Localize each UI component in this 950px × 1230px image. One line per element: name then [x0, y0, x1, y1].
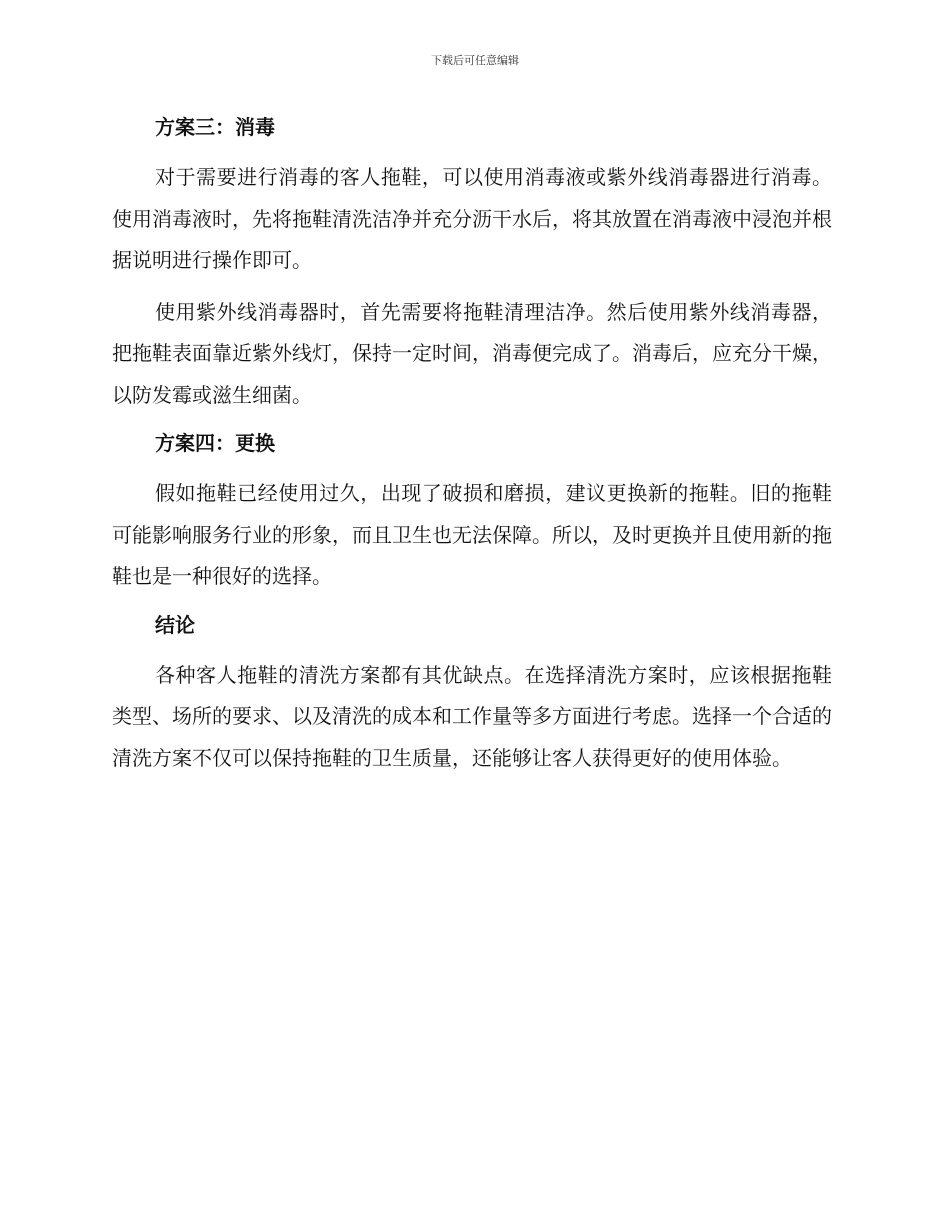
section-disinfection: [112, 110, 832, 416]
paragraph: 对于需要进行消毒的客人拖鞋，可以使用消毒液或紫外线消毒器进行消毒。使用消毒液时，先将拖鞋清洗洁净并充分沥干水后，将其放置在消毒液中浸泡并根据说明进行操作即可。: [112, 165, 832, 272]
section-heading: 方案三：消毒: [155, 115, 275, 139]
page-header: 下载后可任意编辑: [431, 54, 519, 67]
section-heading: 结论: [155, 612, 195, 637]
section-replacement: [112, 426, 832, 598]
document-body: [112, 110, 832, 789]
paragraph: 假如拖鞋已经使用过久，出现了破损和磨损，建议更换新的拖鞋。旧的拖鞋可能影响服务行业的形象，而且卫生也无法保障。所以，及时更换并且使用新的拖鞋也是一种很好的选择。: [112, 481, 832, 588]
section-heading: 方案四：更换: [155, 431, 275, 455]
paragraph: 各种客人拖鞋的清洗方案都有其优缺点。在选择清洗方案时，应该根据拖鞋类型、场所的要求、以及清洗的成本和工作量等多方面进行考虑。选择一个合适的清洗方案不仅可以保持拖鞋的卫生质量，还能够让客人获得更好的使用体验。: [112, 662, 832, 770]
section-conclusion: [112, 608, 832, 780]
paragraph: 使用紫外线消毒器时，首先需要将拖鞋清理洁净。然后使用紫外线消毒器，把拖鞋表面靠近紫外线灯，保持一定时间，消毒便完成了。消毒后，应充分干燥，以防发霉或滋生细菌。: [112, 299, 832, 407]
